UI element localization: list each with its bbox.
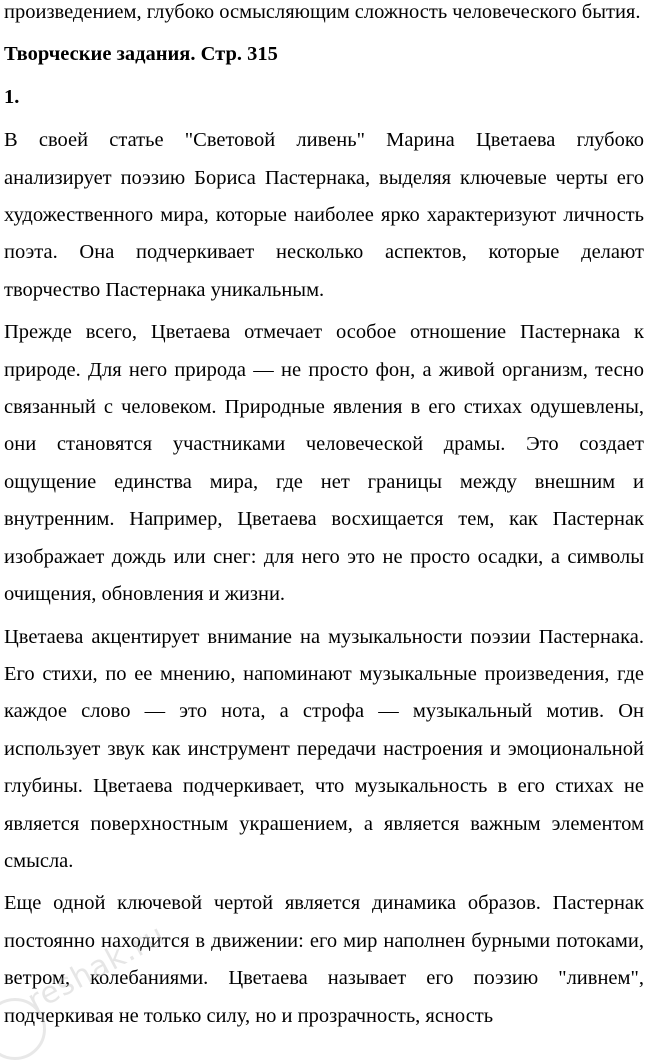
- document-page: [4, 0, 644, 1040]
- paragraph-2: Прежде всего, Цветаева отмечает особое отношение Пастернака к природе. Для него природа — не просто фон, а живой организм, тесно связанный с человеком. Природные явления в его стихах одушевлены, они становятся участниками человеческой драмы. Это создает ощущение единства мира, где нет границы между внешним и внутренним. Например, Цветаева восхищается тем, как Пастернак изображает дождь или снег: для него это не просто осадки, а символы очищения, обновления и жизни.: [4, 321, 644, 606]
- paragraph-3: Цветаева акцентирует внимание на музыкальности поэзии Пастернака. Его стихи, по ее мнению, напоминают музыкальные произведения, где каждое слово — это нота, а строфа — музыкальный мотив. Он использует звук как инструмент передачи настроения и эмоциональной глубины. Цветаева подчеркивает, что музыкальность в его стихах не является поверхностным украшением, а является важным элементом смысла.: [4, 625, 644, 872]
- paragraph-1: В своей статье "Световой ливень" Марина Цветаева глубоко анализирует поэзию Бориса Пастернака, выделяя ключевые черты его художественного мира, которые наиболее ярко характеризуют личность поэта. Она подчеркивает несколько аспектов, которые делают творчество Пастернака уникальным.: [4, 129, 644, 301]
- section-heading: Творческие задания. Стр. 315: [4, 43, 278, 66]
- paragraph-4: Еще одной ключевой чертой является динамика образов. Пастернак постоянно находится в движении: его мир наполнен бурными потоками, ветром, колебаниями. Цветаева называет его поэзию "ливнем", подчеркивая не только силу, но и прозрачность, ясность: [4, 892, 644, 1027]
- intro-fragment: произведением, глубоко осмысляющим сложность человеческого бытия.: [4, 1, 641, 23]
- watermark-text: reshak.ru: [22, 917, 172, 1019]
- task-number: 1.: [4, 85, 20, 108]
